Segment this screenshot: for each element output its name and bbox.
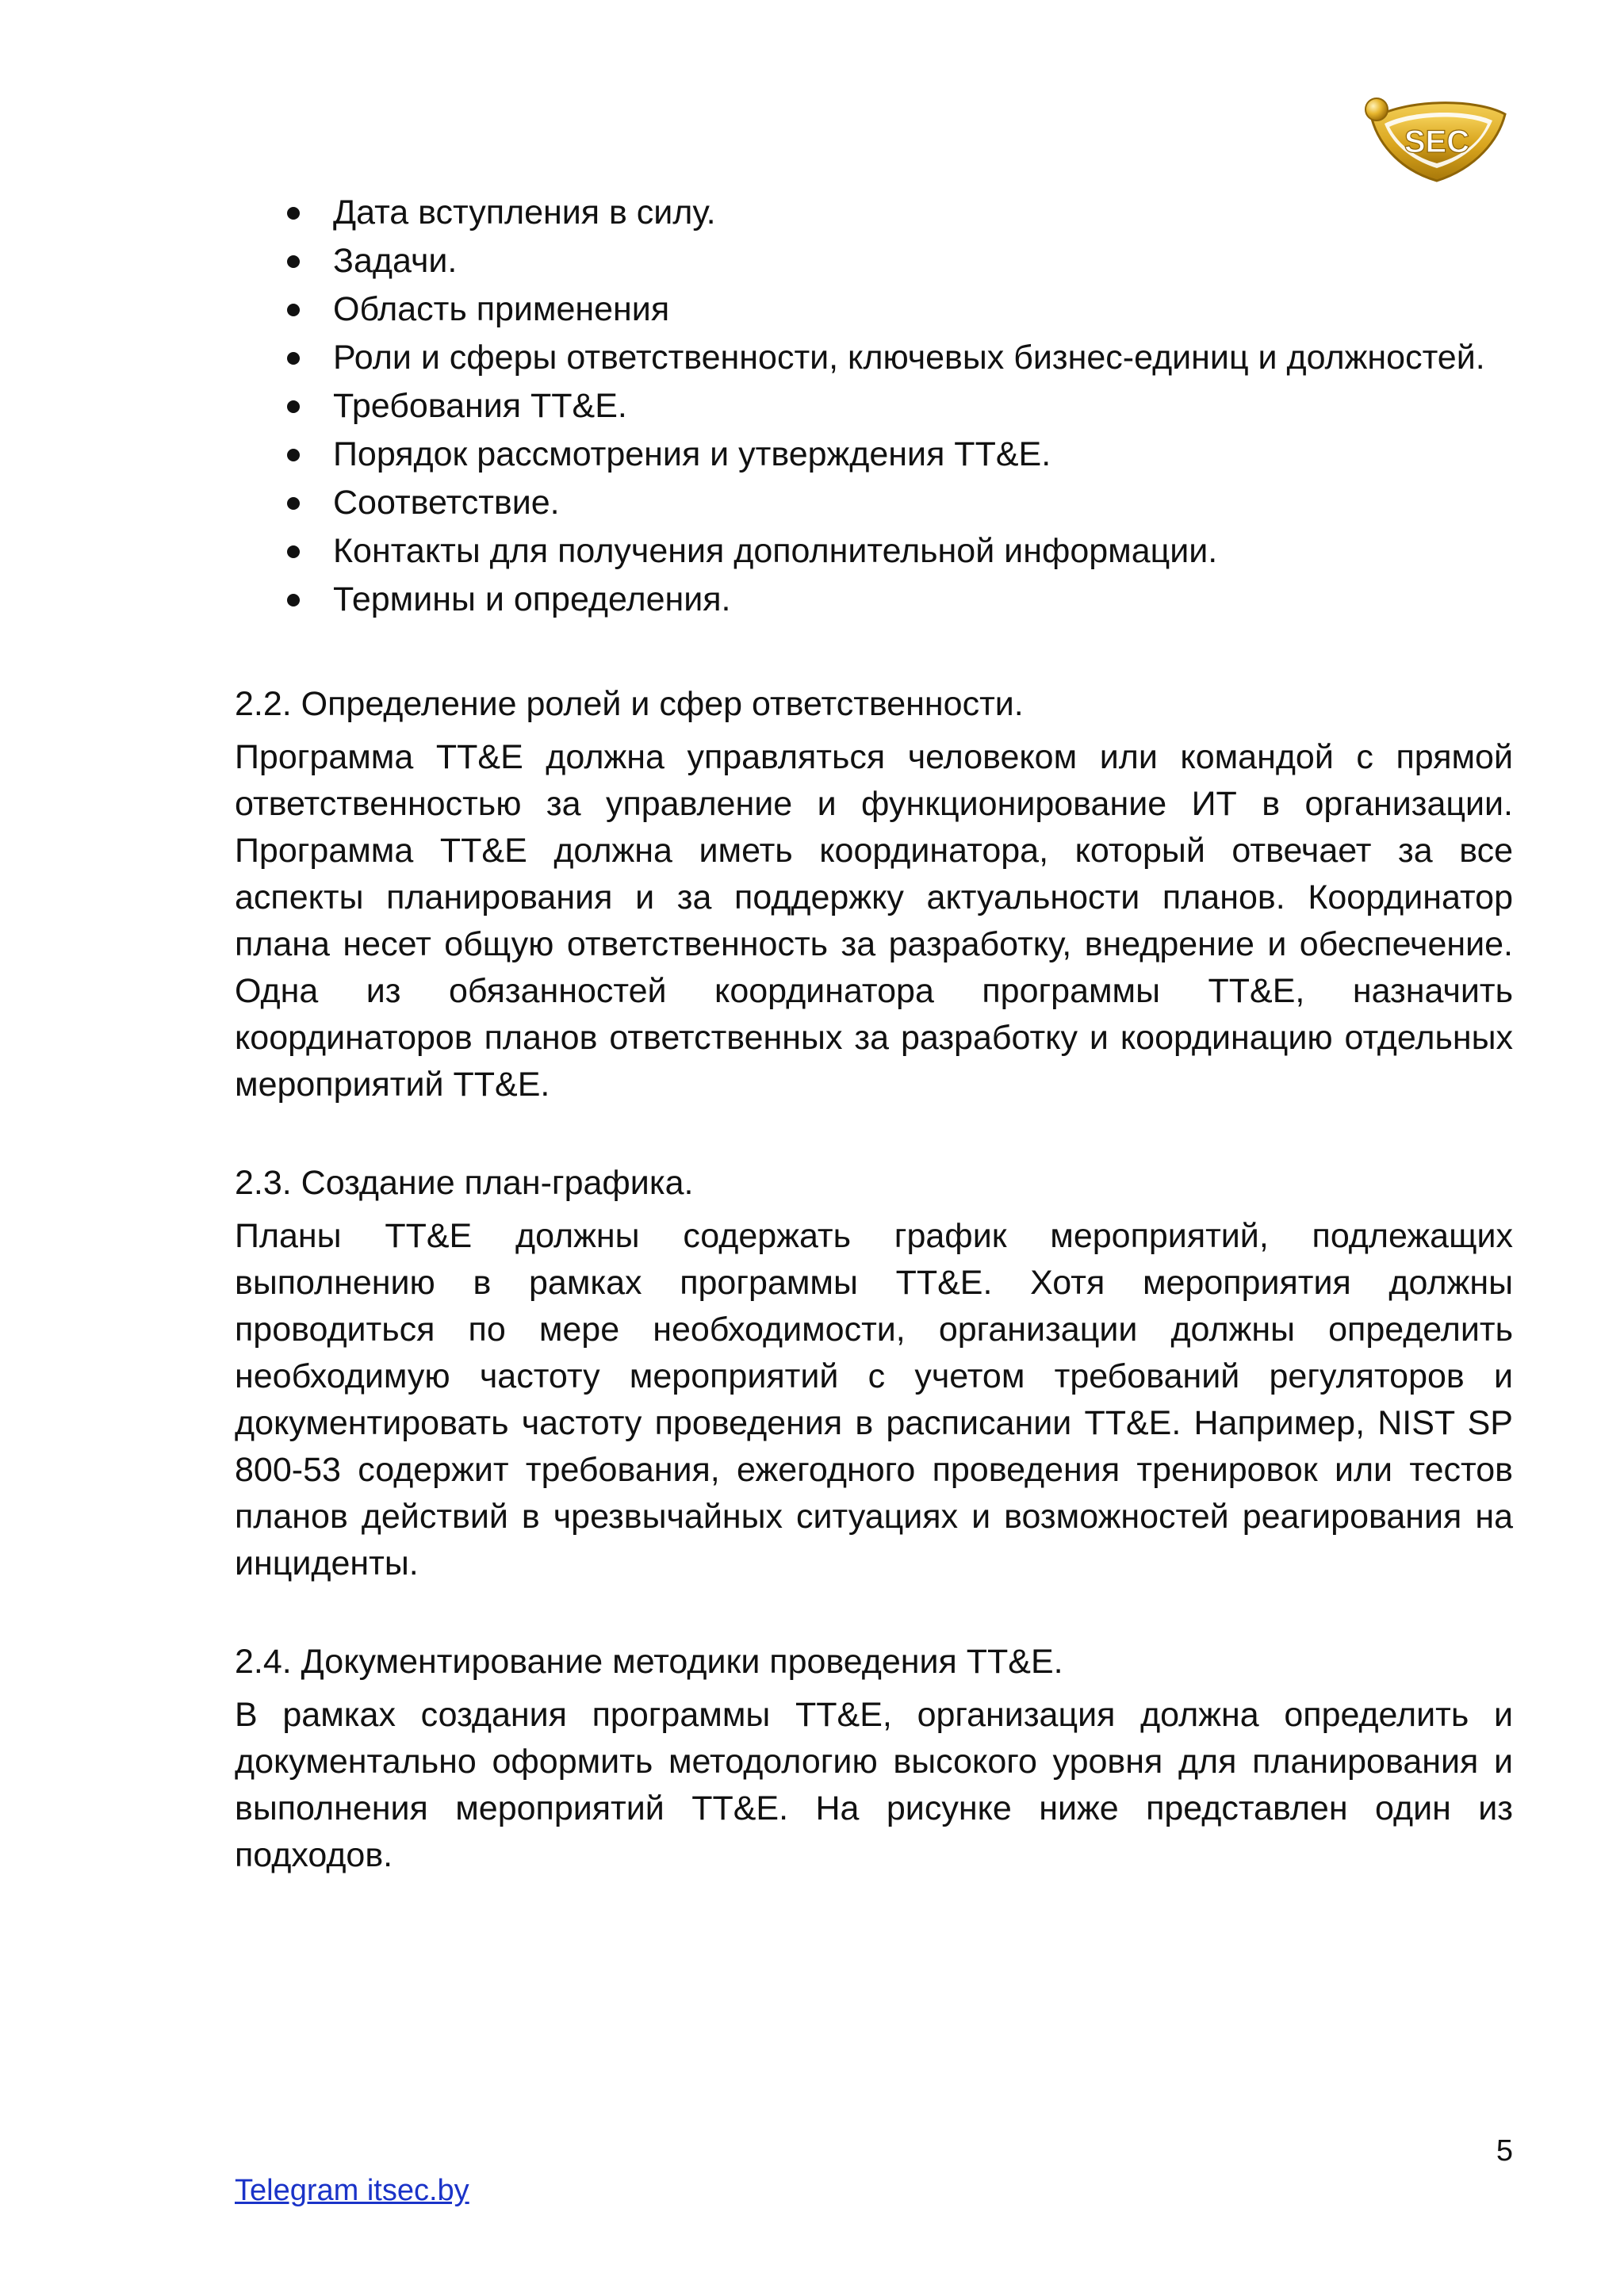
section-paragraph-2-4: В рамках создания программы ТТ&Е, организация должна определить и документально оформить методологию высокого уровня для планирования и выполнения мероприятий ТТ&Е. На рисунке ниже представлен один из подходов. [235, 1696, 1513, 1874]
bullet-icon [287, 545, 300, 558]
list-item [235, 382, 1513, 430]
bullet-icon [287, 304, 300, 316]
list-item [235, 334, 1513, 382]
section-heading-2-4: 2.4. Документирование методики проведения ТТ&Е. [235, 1643, 1063, 1681]
list-item-text: Контакты для получения дополнительной информации. [333, 532, 1218, 570]
document-body [235, 189, 1513, 1879]
list-item [235, 430, 1513, 479]
sec-logo-icon [1358, 92, 1513, 187]
section-paragraph-2-2: Программа ТТ&Е должна управляться человеком или командой с прямой ответственностью за управление и функционирование ИТ в организации. Программа ТТ&Е должна иметь координатора, который отвечает за все аспекты планирования и за поддержку актуальности планов. Координатор плана несет общую ответственность за разработку, внедрение и обеспечение. Одна из обязанностей координатора программы ТТ&Е, назначить координаторов планов ответственных за разработку и координацию отдельных мероприятий ТТ&Е. [235, 738, 1513, 1104]
bullet-icon [287, 594, 300, 607]
list-item-text: Термины и определения. [333, 580, 731, 618]
bullet-icon [287, 449, 300, 461]
list-item-text: Область применения [333, 290, 670, 328]
section-heading-2-3: 2.3. Создание план-графика. [235, 1164, 694, 1202]
list-item [235, 576, 1513, 624]
list-item-text: Соответствие. [333, 484, 560, 522]
list-item [235, 285, 1513, 334]
telegram-link[interactable]: Telegram itsec.by [235, 2174, 469, 2207]
requirements-list [235, 189, 1513, 624]
logo-text: SEC [1404, 124, 1470, 159]
section-heading-2-2: 2.2. Определение ролей и сфер ответственности. [235, 685, 1024, 723]
list-item [235, 479, 1513, 527]
list-item-text: Роли и сферы ответственности, ключевых бизнес-единиц и должностей. [333, 339, 1485, 377]
section-paragraph-2-3: Планы ТТ&Е должны содержать график мероприятий, подлежащих выполнению в рамках программы ТТ&Е. Хотя мероприятия должны проводиться по мере необходимости, организации должны определить необходимую частоту мероприятий с учетом требований регуляторов и документировать частоту проведения в расписании ТТ&Е. Например, NIST SP 800-53 содержит требования, ежегодного проведения тренировок или тестов планов действий в чрезвычайных ситуациях и возможностей реагирования на инциденты. [235, 1217, 1513, 1582]
list-item-text: Задачи. [333, 242, 458, 280]
list-item-text: Дата вступления в силу. [333, 193, 716, 232]
bullet-icon [287, 497, 300, 510]
list-item-text: Порядок рассмотрения и утверждения ТТ&Е. [333, 435, 1051, 473]
list-item [235, 527, 1513, 576]
list-item-text: Требования ТТ&Е. [333, 387, 627, 425]
page-number: 5 [1496, 2134, 1513, 2168]
bullet-icon [287, 352, 300, 365]
list-item [235, 189, 1513, 237]
bullet-icon [287, 207, 300, 220]
bullet-icon [287, 400, 300, 413]
bullet-icon [287, 255, 300, 268]
list-item [235, 237, 1513, 285]
